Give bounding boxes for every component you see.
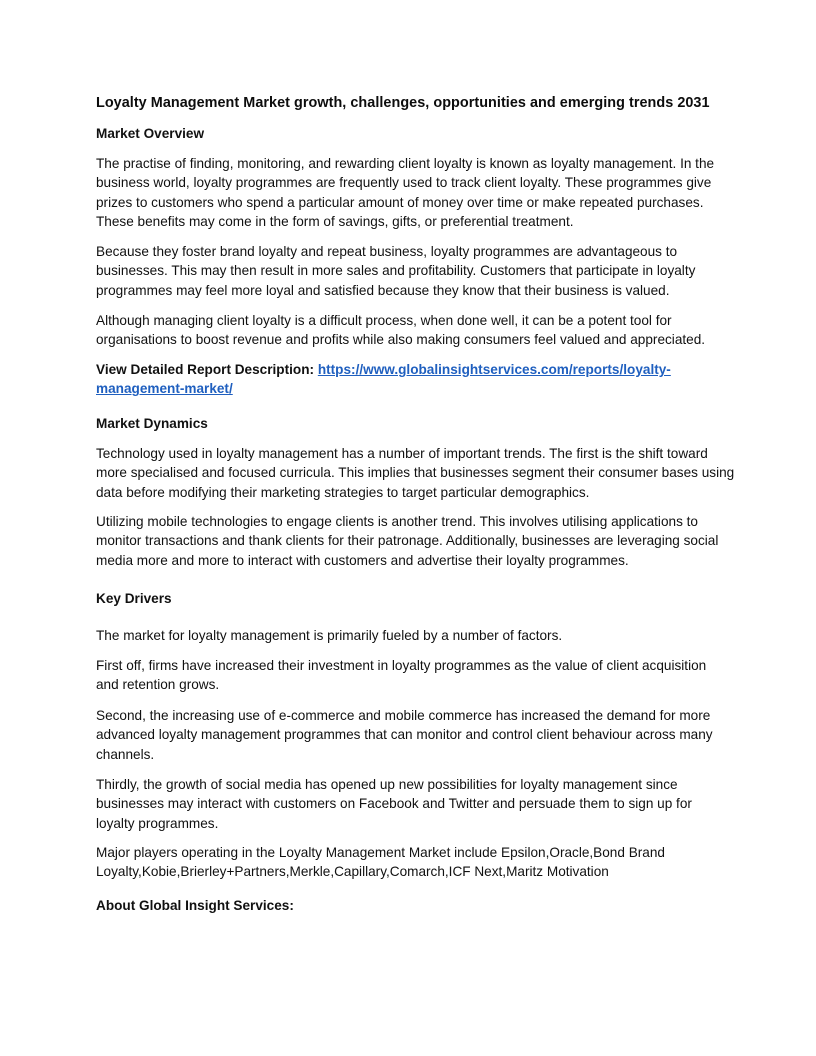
heading-about: About Global Insight Services:: [96, 898, 294, 913]
overview-paragraph-2: Because they foster brand loyalty and repeat business, loyalty programmes are advantageous to businesses. This may then result in more sales and profitability. Customers that participate in loyalty programmes may feel more loyal and satisfied because they know that their business is valued.: [96, 244, 696, 298]
overview-paragraph-3: Although managing client loyalty is a difficult process, when done well, it can be a potent tool for organisations to boost revenue and profits while also making consumers feel valued and appreciated.: [96, 313, 706, 348]
drivers-paragraph-1: The market for loyalty management is primarily fueled by a number of factors.: [96, 628, 563, 643]
dynamics-paragraph-1: Technology used in loyalty management has a number of important trends. The first is the shift toward more specialised and focused curricula. This implies that businesses segment their consumer bases using data before modifying their marketing strategies to target particular demographics.: [96, 446, 735, 500]
report-link-line: [96, 360, 676, 399]
drivers-paragraph-5: Major players operating in the Loyalty Management Market include Epsilon,Oracle,Bond Brand Loyalty,Kobie,Brierley+Partners,Merkle,Capillary,Comarch,ICF Next,Maritz Motivation: [96, 845, 665, 880]
report-link-label: View Detailed Report Description:: [96, 362, 318, 377]
heading-market-overview: Market Overview: [96, 126, 205, 141]
report-link[interactable]: https://www.globalinsightservices.com/reports/loyalty-management-market/: [96, 362, 671, 397]
overview-paragraph-1: The practise of finding, monitoring, and rewarding client loyalty is known as loyalty management. In the business world, loyalty programmes are frequently used to track client loyalty. These programmes give prizes to customers who spend a particular amount of money over time or make repeated purchases. These benefits may come in the form of savings, gifts, or preferential treatment.: [96, 156, 715, 230]
dynamics-paragraph-2: Utilizing mobile technologies to engage clients is another trend. This involves utilising applications to monitor transactions and thank clients for their patronage. Additionally, businesses are leveraging social media more and more to interact with customers and advertise their loyalty programmes.: [96, 514, 719, 568]
drivers-paragraph-2: First off, firms have increased their investment in loyalty programmes as the value of client acquisition and retention grows.: [96, 658, 707, 693]
drivers-paragraph-3: Second, the increasing use of e-commerce and mobile commerce has increased the demand for more advanced loyalty management programmes that can monitor and control client behaviour across many channels.: [96, 708, 713, 762]
drivers-paragraph-4: Thirdly, the growth of social media has opened up new possibilities for loyalty management since businesses may interact with customers on Facebook and Twitter and persuade them to sign up for loyalty programmes.: [96, 777, 692, 831]
document-title: Loyalty Management Market growth, challenges, opportunities and emerging trends 2031: [96, 95, 710, 111]
heading-market-dynamics: Market Dynamics: [96, 416, 208, 431]
heading-key-drivers: Key Drivers: [96, 591, 172, 606]
